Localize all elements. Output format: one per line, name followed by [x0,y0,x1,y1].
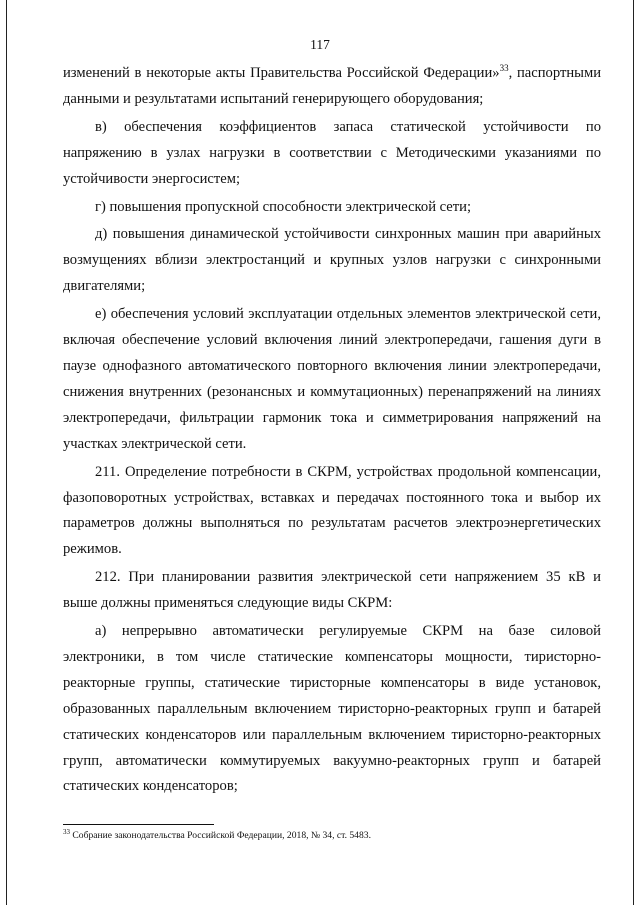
footnote-ref: 33 [499,63,509,74]
footnote-separator [63,824,214,825]
paragraph-continuation: изменений в некоторые акты Правительства Российской Федерации»$^{33}$, паспортными данными и результатами испытаний генерирующего оборудования; [63,63,601,107]
footnote-text: Собрание законодательства Российской Федерации, 2018, № 34, ст. 5483. [72,830,371,841]
page-number: 117 [310,37,330,52]
footnote [63,827,603,842]
paragraph-item-d: д) повышения динамической устойчивости синхронных машин при аварийных возмущениях вблизи электростанций и крупных узлов нагрузки с синхронными двигателями; [63,226,601,295]
paragraph-item-a: а) непрерывно автоматически регулируемые СКРМ на базе силовой электроники, в том числе статические компенсаторы мощности, тиристорно-реакторные группы, статические тиристорные компенсаторы в виде установок, образованных параллельным включением тиристорно-реакторных групп и батарей статических конденсаторов или параллельным включением тиристорно-реакторных групп, автоматически коммутируемых вакуумно-реакторных групп и батарей статических конденсаторов; [63,623,601,795]
footnote-mark: 33 [63,827,70,836]
paragraph-item-e: е) обеспечения условий эксплуатации отдельных элементов электрической сети, включая обеспечение условий включения линий электропередачи, гашения дуги в паузе однофазного автоматического повторного включения линии электропередачи, снижения внутренних (резонансных и коммутационных) перенапряжений на линиях электропередачи, фильтрации гармоник тока и симметрирования напряжений на участках электрической сети. [63,306,601,452]
paragraph-211: 211. Определение потребности в СКРМ, устройствах продольной компенсации, фазоповоротных устройствах, вставках и передачах постоянного тока и выбор их параметров должны выполняться по результатам расчетов электроэнергетических режимов. [63,463,601,558]
document-body [63,61,601,800]
paragraph-item-v: в) обеспечения коэффициентов запаса статической устойчивости по напряжению в узлах нагрузки в соответствии с Методическими указаниями по устойчивости энергосистем; [63,118,601,187]
paragraph-212: 212. При планировании развития электрической сети напряжением 35 кВ и выше должны применяться следующие виды СКРМ: [63,569,601,612]
paragraph-item-g: г) повышения пропускной способности электрической сети; [95,198,472,215]
